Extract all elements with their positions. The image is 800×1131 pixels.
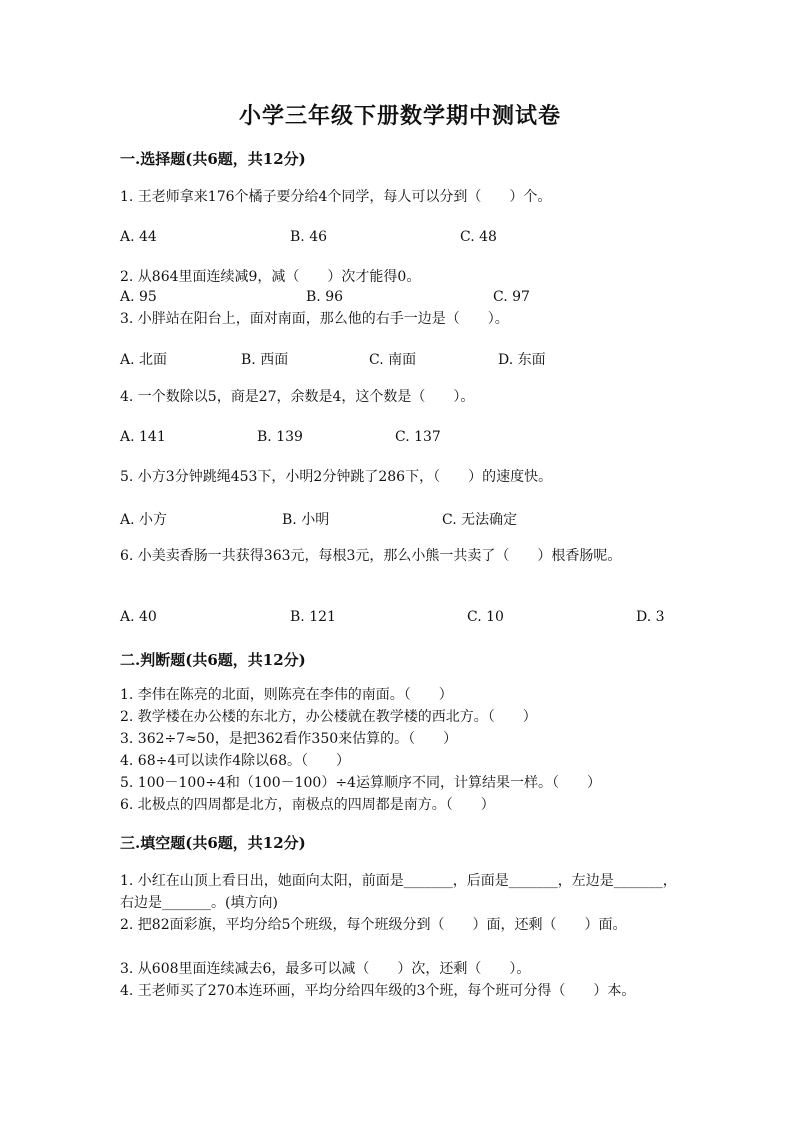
question-1: 1. 王老师拿来176个橘子要分给4个同学，每人可以分到（ ）个。 [120, 189, 552, 205]
judgement-item: 2. 教学楼在办公楼的东北方，办公楼就在教学楼的西北方。（ ） [120, 709, 537, 725]
judgement-item: 4. 68÷4可以读作4除以68。（ ） [120, 753, 350, 769]
section-heading-choice: 一.选择题(共6题，共12分) [120, 150, 306, 168]
option-a: A. 40 [120, 609, 157, 625]
option-d: D. 3 [636, 609, 665, 625]
option-a: A. 141 [120, 429, 166, 445]
question-2: 2. 从864里面连续减9，减（ ）次才能得0。 [120, 269, 421, 285]
judgement-item: 3. 362÷7≈50，是把362看作350来估算的。（ ） [120, 731, 458, 747]
fill-in-item: 2. 把82面彩旗，平均分给5个班级，每个班级分到（ ）面，还剩（ ）面。 [120, 917, 627, 933]
option-b: B. 96 [306, 289, 344, 305]
judgement-item: 5. 100－100÷4和（100－100）÷4运算顺序不同，计算结果一样。（ ） [120, 775, 601, 791]
option-c: C. 无法确定 [442, 512, 518, 528]
option-c: C. 97 [493, 289, 530, 305]
fill-in-item: 1. 小红在山顶上看日出，她面向太阳，前面是_______，后面是_______，左边是_______，右边是_______。(填方向) [120, 873, 677, 911]
option-a: A. 小方 [120, 512, 168, 528]
option-c: C. 10 [467, 609, 504, 625]
page-title: 小学三年级下册数学期中测试卷 [238, 103, 561, 129]
option-b: B. 121 [290, 609, 336, 625]
question-5: 5. 小方3分钟跳绳453下，小明2分钟跳了286下，（ ）的速度快。 [120, 469, 553, 485]
option-d: D. 东面 [498, 352, 546, 368]
option-c: C. 137 [395, 429, 441, 445]
question-3: 3. 小胖站在阳台上，面对南面，那么他的右手一边是（ ）。 [120, 311, 509, 327]
option-a: A. 95 [120, 289, 157, 305]
option-b: B. 西面 [241, 352, 289, 368]
option-b: B. 139 [257, 429, 303, 445]
fill-in-item: 3. 从608里面连续减去6，最多可以减（ ）次，还剩（ ）。 [120, 961, 531, 977]
section-heading-judgement: 二.判断题(共6题，共12分) [120, 651, 306, 669]
option-a: A. 北面 [120, 352, 168, 368]
fill-in-item: 4. 王老师买了270本连环画，平均分给四年级的3个班，每个班可分得（ ）本。 [120, 983, 636, 999]
section-heading-fill-in: 三.填空题(共6题，共12分) [120, 834, 306, 852]
option-b: B. 小明 [282, 512, 330, 528]
judgement-item: 1. 李伟在陈亮的北面，则陈亮在李伟的南面。（ ） [120, 687, 453, 703]
option-b: B. 46 [290, 229, 328, 245]
judgement-item: 6. 北极点的四周都是北方，南极点的四周都是南方。（ ） [120, 797, 495, 813]
question-4: 4. 一个数除以5，商是27，余数是4，这个数是（ ）。 [120, 389, 475, 405]
option-a: A. 44 [120, 229, 157, 245]
question-6: 6. 小美卖香肠一共获得363元，每根3元，那么小熊一共卖了（ ）根香肠呢。 [120, 548, 622, 564]
option-c: C. 48 [460, 229, 497, 245]
option-c: C. 南面 [369, 352, 417, 368]
